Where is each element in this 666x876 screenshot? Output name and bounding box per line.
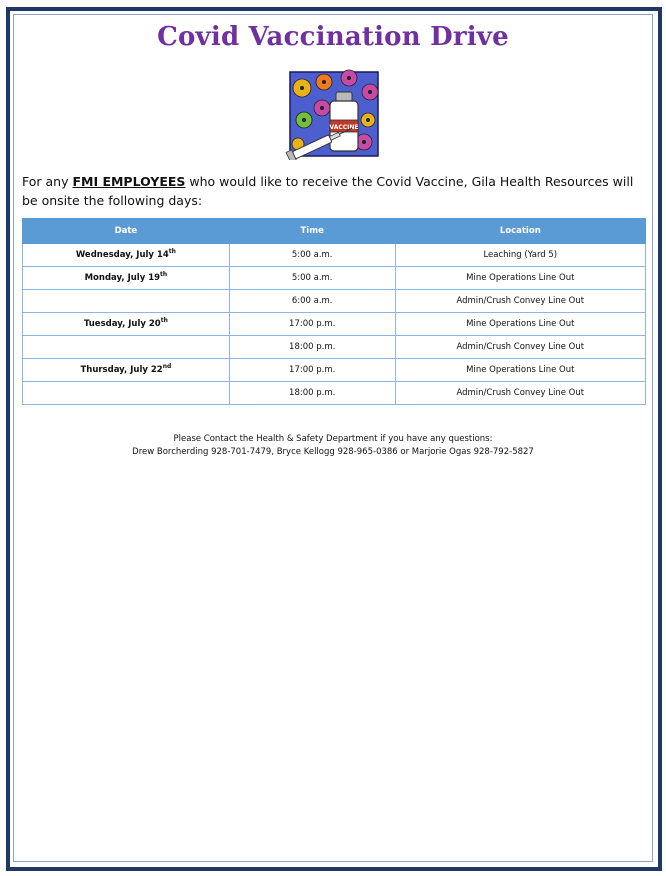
vaccine-clipart-icon — [284, 68, 384, 160]
row-time: 17:00 p.m. — [229, 313, 395, 336]
row-location: Mine Operations Line Out — [395, 359, 645, 382]
header-time: Time — [229, 219, 395, 244]
contact-info — [0, 433, 666, 459]
contact-line-1: Please Contact the Health & Safety Department if you have any questions: — [173, 434, 493, 444]
page-title: Covid Vaccination Drive — [157, 22, 509, 52]
row-location: Admin/Crush Convey Line Out — [395, 290, 645, 313]
contact-line-2: Drew Borcherding 928-701-7479, Bryce Kellogg 928-965-0386 or Marjorie Ogas 928-792-5827 — [132, 447, 534, 457]
intro-suffix: who would like to receive the Covid Vaccine, Gila Health Resources will be onsite the following days: — [22, 174, 634, 208]
row-date — [23, 382, 230, 405]
intro-emphasis: FMI EMPLOYEES — [72, 174, 186, 189]
row-time: 5:00 a.m. — [229, 267, 395, 290]
date-suffix: th — [168, 248, 176, 256]
row-date — [23, 290, 230, 313]
header-date: Date — [23, 219, 230, 244]
table-row — [23, 313, 646, 336]
table-header-row — [23, 219, 646, 244]
vial-label: VACCINE — [329, 124, 359, 131]
row-time: 5:00 a.m. — [229, 244, 395, 267]
table-row — [23, 290, 646, 313]
row-date — [23, 313, 230, 336]
table-row — [23, 359, 646, 382]
row-date — [23, 359, 230, 382]
date-text: Monday, July 19 — [84, 273, 161, 283]
row-location: Admin/Crush Convey Line Out — [395, 382, 645, 405]
date-text: Tuesday, July 20 — [83, 319, 161, 329]
date-suffix: th — [160, 271, 168, 279]
table-row — [23, 336, 646, 359]
intro-paragraph — [22, 172, 648, 210]
header-location: Location — [395, 219, 645, 244]
intro-prefix: For any — [22, 174, 73, 189]
row-location: Leaching (Yard 5) — [395, 244, 645, 267]
date-text: Wednesday, July 14 — [75, 250, 169, 260]
row-time: 17:00 p.m. — [229, 359, 395, 382]
row-date — [23, 267, 230, 290]
table-row — [23, 267, 646, 290]
row-date — [23, 244, 230, 267]
row-location: Admin/Crush Convey Line Out — [395, 336, 645, 359]
row-date — [23, 336, 230, 359]
table-row — [23, 244, 646, 267]
date-text: Thursday, July 22 — [80, 365, 163, 375]
date-suffix: th — [160, 317, 168, 325]
row-time: 6:00 a.m. — [229, 290, 395, 313]
table-row — [23, 382, 646, 405]
vaccination-schedule-table — [22, 218, 646, 405]
row-location: Mine Operations Line Out — [395, 267, 645, 290]
row-location: Mine Operations Line Out — [395, 313, 645, 336]
date-suffix: nd — [162, 363, 172, 371]
row-time: 18:00 p.m. — [229, 382, 395, 405]
row-time: 18:00 p.m. — [229, 336, 395, 359]
